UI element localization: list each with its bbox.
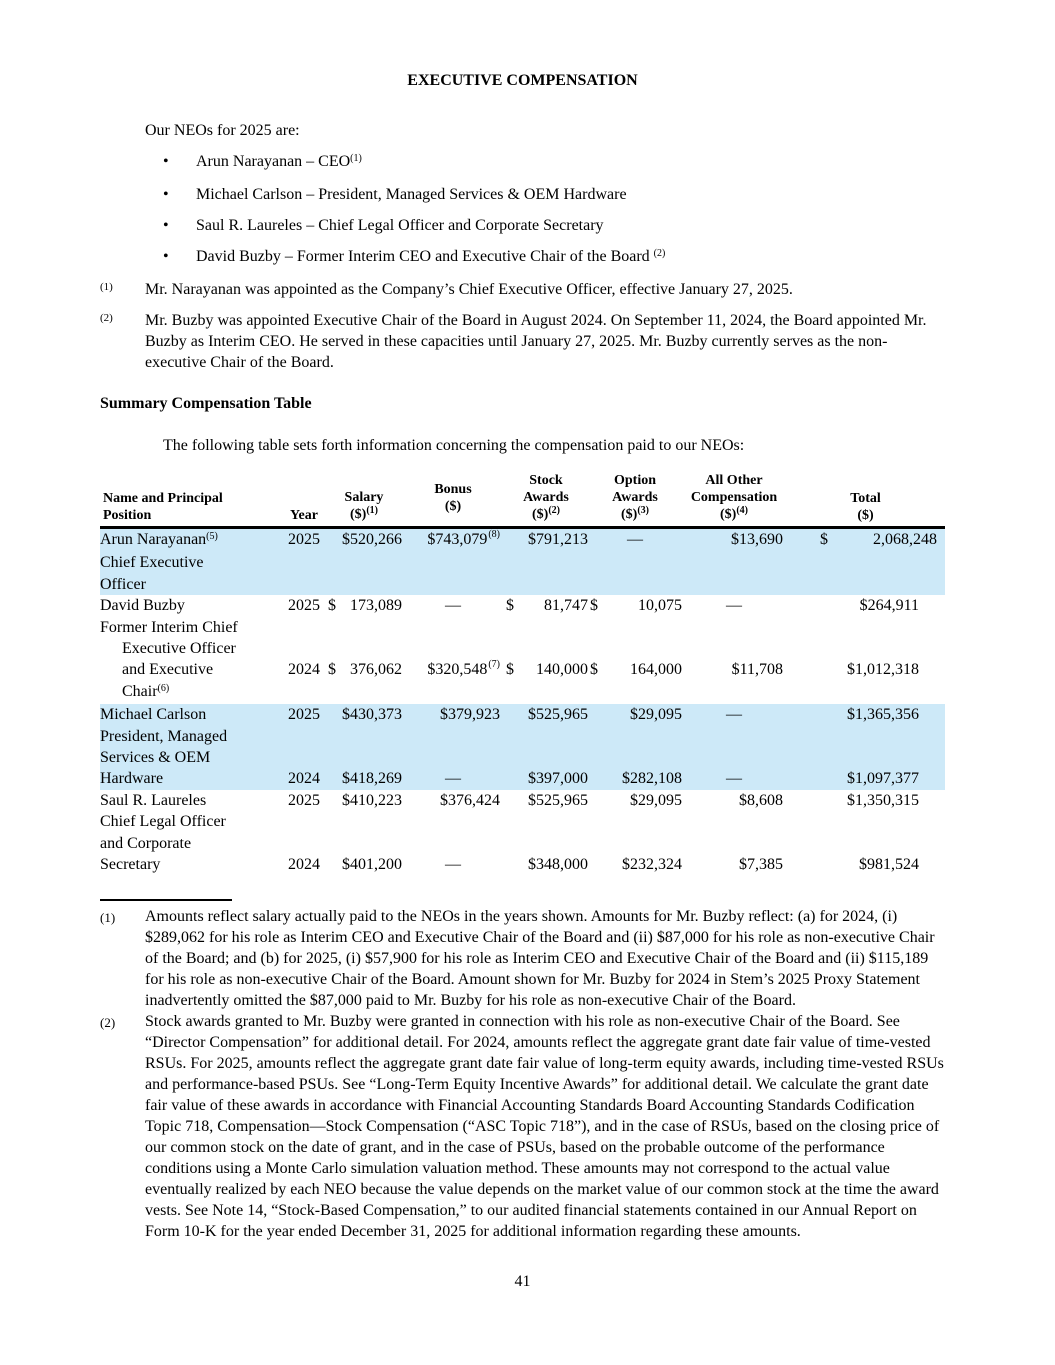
- cell-name: Arun Narayanan$^{(5)}$: [100, 528, 282, 553]
- table-row: [100, 617, 945, 638]
- currency-symbol: $: [590, 597, 598, 615]
- cell-name: Secretary: [100, 856, 161, 874]
- cell-salary: $410,223: [342, 791, 402, 809]
- table-row: [100, 528, 945, 553]
- cell-option: [588, 747, 682, 768]
- cell-option: —: [588, 528, 682, 553]
- cell-year: [282, 552, 326, 573]
- cell-bonus: —: [402, 768, 504, 789]
- cell-other: $13,690: [682, 528, 786, 553]
- cell-salary: $ 173,089: [326, 595, 402, 616]
- footnote-marker: (5): [206, 531, 218, 542]
- cell-salary: $418,269: [326, 768, 402, 789]
- cell-other: [682, 681, 786, 704]
- cell-other: [682, 726, 786, 747]
- cell-year: [282, 833, 326, 854]
- cell-name: and Corporate: [100, 834, 192, 852]
- cell-salary: [326, 726, 402, 747]
- top-footnotes: [100, 279, 945, 373]
- cell-option: [588, 552, 682, 573]
- cell-stock: [504, 747, 588, 768]
- cell-other: [682, 552, 786, 573]
- cell-option: $29,095: [630, 791, 682, 809]
- cell-other: $11,708: [731, 661, 783, 679]
- footnote-label: (1): [100, 281, 113, 293]
- cell-total: $ 2,068,248: [786, 528, 945, 553]
- cell-option: $29,095: [588, 704, 682, 725]
- cell-stock: $397,000: [504, 768, 588, 789]
- header-cell-stock: Stock Awards ($)$^{(2)}$: [504, 472, 588, 528]
- cell-option: [588, 726, 682, 747]
- cell-stock: $ 140,000: [504, 659, 588, 680]
- cell-year: 2024: [282, 768, 326, 789]
- cell-year: 2024: [288, 856, 320, 874]
- currency-symbol: $: [328, 661, 336, 679]
- table-row: [100, 552, 945, 573]
- cell-name: David Buzby: [100, 597, 185, 615]
- header-cell-salary: Salary ($)$^{(1)}$: [326, 472, 402, 528]
- cell-option: $ 10,075: [588, 595, 682, 616]
- cell-name: Chief Executive: [100, 552, 282, 573]
- footnote-marker: (6): [157, 682, 170, 694]
- currency-symbol: $: [506, 661, 514, 679]
- cell-bonus: $379,923: [402, 704, 504, 725]
- header-cell-other: All Other Compensation ($)$^{(4)}$: [682, 472, 786, 528]
- cell-bonus: $320,548 (7): [402, 659, 504, 680]
- footnote-label: (2): [100, 312, 113, 324]
- cell-name: Services & OEM: [100, 747, 282, 768]
- cell-other: [682, 617, 786, 638]
- cell-option: [588, 811, 682, 832]
- cell-salary: [326, 811, 402, 832]
- cell-other: $7,385: [739, 856, 783, 874]
- cell-option: [588, 681, 682, 704]
- bullet-text: Saul R. Laureles – Chief Legal Officer and Corporate Secretary: [196, 217, 604, 234]
- cell-stock: [504, 638, 588, 659]
- cell-total: [786, 811, 945, 832]
- cell-total: $1,097,377: [786, 768, 945, 789]
- cell-total: $1,350,315: [847, 791, 919, 809]
- cell-option: $ 164,000: [588, 659, 682, 680]
- cell-bonus: [402, 747, 504, 768]
- cell-name: Former Interim Chief: [100, 618, 238, 636]
- cell-stock: $348,000: [528, 856, 588, 874]
- cell-bonus: $743,079 (8): [402, 528, 504, 553]
- bullet-item: [163, 246, 945, 269]
- table-row: [100, 768, 945, 789]
- cell-total: [786, 747, 945, 768]
- cell-total: $1,012,318: [847, 661, 919, 679]
- footnote-marker: (1): [366, 505, 378, 516]
- cell-bonus: —: [445, 597, 461, 615]
- section-heading: Summary Compensation Table: [100, 395, 312, 412]
- cell-name: and Executive: [122, 661, 214, 679]
- bullet-item: [163, 184, 945, 205]
- bullet-text: David Buzby – Former Interim CEO and Executive Chair of the Board $^{(2)}$: [196, 248, 666, 265]
- cell-year: [282, 747, 326, 768]
- cell-name: Chair$^{(6)}$: [122, 682, 170, 700]
- cell-year: [282, 617, 326, 638]
- cell-other: [682, 638, 786, 659]
- cell-stock: $525,965: [528, 791, 588, 809]
- cell-stock: [504, 726, 588, 747]
- cell-total: [786, 833, 945, 854]
- footnote-text: Mr. Narayanan was appointed as the Company’s Chief Executive Officer, effective January 27, 2025.: [145, 281, 793, 298]
- footnote-label: (1): [100, 909, 116, 925]
- currency-symbol: $: [506, 597, 514, 615]
- cell-name: Chief Legal Officer: [100, 813, 226, 831]
- cell-year: [282, 811, 326, 832]
- cell-name: Officer: [100, 574, 282, 595]
- table-row: [100, 638, 945, 659]
- currency-symbol: $: [328, 597, 336, 615]
- bottom-footnotes: [100, 906, 945, 1242]
- cell-salary: [326, 681, 402, 704]
- bullet-icon: •: [163, 248, 169, 265]
- cell-bonus: —: [445, 856, 461, 874]
- cell-stock: [504, 811, 588, 832]
- top-footnote: [100, 279, 945, 300]
- cell-other: —: [682, 768, 786, 789]
- footnote-marker: (7): [488, 659, 500, 671]
- cell-name: Michael Carlson: [100, 704, 282, 725]
- cell-bonus: [402, 681, 504, 704]
- footnote-label: (2): [100, 1014, 116, 1030]
- cell-bonus: [402, 617, 504, 638]
- footnote-marker: (8): [488, 529, 500, 540]
- table-row: [100, 747, 945, 768]
- page-title: EXECUTIVE COMPENSATION: [407, 72, 638, 89]
- cell-other: [682, 811, 786, 832]
- cell-stock: [504, 552, 588, 573]
- cell-year: 2025: [288, 597, 320, 615]
- bullet-icon: •: [163, 217, 169, 234]
- cell-option: [588, 574, 682, 595]
- cell-salary: $ 376,062: [326, 659, 402, 680]
- cell-total: [786, 681, 945, 704]
- table-header-row: [100, 472, 945, 528]
- cell-option: [588, 617, 682, 638]
- cell-year: 2025: [282, 704, 326, 725]
- bullet-text: Michael Carlson – President, Managed Services & OEM Hardware: [196, 186, 627, 203]
- cell-salary: [326, 617, 402, 638]
- cell-salary: $401,200: [342, 856, 402, 874]
- bullet-icon: •: [163, 153, 169, 170]
- cell-stock: [504, 574, 588, 595]
- bottom-footnote: [100, 1011, 945, 1242]
- top-footnote: [100, 310, 945, 373]
- cell-year: 2024: [288, 661, 320, 679]
- footnote-text: Amounts reflect salary actually paid to the NEOs in the years shown. Amounts for Mr. Buzby reflect: (a) for 2024, (i) $289,062 for his role as Interim CEO and Executive Chair of the Board and (ii) $87,000 for his role as non-executive Chair of the Board; and (b) for 2025, (i) $57,900 for his role as Interim CEO and Executive Chair of the Board and (ii) $115,189 for his role as non-executive Chair of the Board. Amount shown for Mr. Buzby for 2024 in Stem’s 2025 Proxy Statement inadvertently omitted the $87,000 paid to Mr. Buzby for his role as non-executive Chair of the Board.: [145, 907, 935, 1009]
- cell-bonus: [402, 552, 504, 573]
- cell-name: Hardware: [100, 768, 282, 789]
- footnote-marker: (3): [637, 505, 649, 516]
- cell-other: —: [682, 704, 786, 725]
- table-row: [100, 574, 945, 595]
- footnote-marker: (1): [350, 153, 362, 164]
- cell-option: [588, 833, 682, 854]
- header-cell-year: Year: [282, 472, 326, 528]
- cell-salary: [326, 552, 402, 573]
- footnote-separator-rule: [100, 899, 232, 901]
- cell-salary: $520,266: [326, 528, 402, 553]
- table-row: [100, 790, 945, 811]
- cell-total: $981,524: [859, 856, 919, 874]
- table-row: [100, 854, 945, 875]
- page-number: 41: [514, 1272, 531, 1290]
- footnote-marker: (4): [736, 505, 748, 516]
- footnote-text: Mr. Buzby was appointed Executive Chair of the Board in August 2024. On September 11, 2024, the Board appointed Mr. Buzby as Interim CEO. He served in these capacities until January 27, 2025. Mr. Buzby currently serves as the non-executive Chair of the Board.: [145, 312, 927, 371]
- table-row: [100, 726, 945, 747]
- cell-total: [786, 638, 945, 659]
- cell-bonus: [402, 574, 504, 595]
- cell-name: President, Managed: [100, 726, 282, 747]
- cell-year: [282, 726, 326, 747]
- cell-other: [682, 747, 786, 768]
- cell-total: [786, 574, 945, 595]
- cell-total: [786, 726, 945, 747]
- cell-other: [682, 833, 786, 854]
- cell-option: $282,108: [588, 768, 682, 789]
- cell-stock: [504, 617, 588, 638]
- cell-year: [282, 681, 326, 704]
- cell-other: $8,608: [739, 791, 783, 809]
- cell-total: [786, 552, 945, 573]
- cell-year: [282, 574, 326, 595]
- cell-bonus: [402, 726, 504, 747]
- cell-option: [588, 638, 682, 659]
- table-row: [100, 833, 945, 854]
- header-cell-total: Total ($): [786, 472, 945, 528]
- footnote-marker: (2): [548, 505, 560, 516]
- header-cell-option: Option Awards ($)$^{(3)}$: [588, 472, 682, 528]
- table-row: [100, 595, 945, 616]
- bullet-item: [163, 151, 945, 174]
- table-row: [100, 704, 945, 725]
- cell-total: $264,911: [859, 597, 919, 615]
- cell-year: 2025: [288, 791, 320, 809]
- table-row: [100, 681, 945, 704]
- cell-salary: [326, 833, 402, 854]
- cell-salary: [326, 574, 402, 595]
- cell-stock: [504, 833, 588, 854]
- cell-year: [282, 638, 326, 659]
- intro-text: Our NEOs for 2025 are:: [145, 122, 300, 139]
- cell-other: —: [726, 597, 742, 615]
- cell-name: Saul R. Laureles: [100, 791, 207, 809]
- cell-name: Executive Officer: [122, 640, 236, 658]
- cell-stock: [504, 681, 588, 704]
- cell-other: [682, 574, 786, 595]
- footnote-text: Stock awards granted to Mr. Buzby were granted in connection with his role as non-executive Chair of the Board. See “Director Compensation” for additional detail. For 2024, amounts reflect the aggregate grant date fair value of time-vested RSUs. For 2025, amounts reflect the aggregate grant date fair value of long-term equity awards, including time-vested RSUs and performance-based PSUs. See “Long-Term Equity Incentive Awards” for additional detail. We calculate the grant date fair value of these awards in accordance with Financial Accounting Standards Board Accounting Standards Codification Topic 718, Compensation—Stock Compensation (“ASC Topic 718”), and in the case of RSUs, based on the closing price of our common stock on the date of grant, and in the case of PSUs, based on the probable outcome of the performance conditions using a Monte Carlo simulation valuation method. These amounts may not correspond to the actual value eventually realized by each NEO because the value depends on the market value of our common stock at the time the award vests. See Note 14, “Stock-Based Compensation,” to our audited financial statements contained in our Annual Report on Form 10-K for the year ended December 31, 2025 for additional information regarding these amounts.: [145, 1012, 944, 1240]
- bullet-item: [163, 215, 945, 236]
- header-cell-name: Name and Principal Position: [100, 472, 282, 528]
- bullet-icon: •: [163, 186, 169, 203]
- cell-stock: $791,213: [504, 528, 588, 553]
- table-row: [100, 659, 945, 680]
- cell-stock: $ 81,747: [504, 595, 588, 616]
- cell-bonus: [402, 811, 504, 832]
- currency-symbol: $: [820, 531, 828, 548]
- footnote-marker: (2): [653, 248, 666, 259]
- neo-bullet-list: [100, 151, 945, 269]
- table-row: [100, 811, 945, 832]
- cell-bonus: $376,424: [440, 791, 500, 809]
- bottom-footnote: [100, 906, 945, 1011]
- cell-salary: $430,373: [326, 704, 402, 725]
- currency-symbol: $: [590, 661, 598, 679]
- cell-option: $232,324: [622, 856, 682, 874]
- summary-compensation-table: [100, 472, 945, 876]
- bullet-text: Arun Narayanan – CEO$^{(1)}$: [196, 153, 362, 170]
- header-cell-bonus: Bonus ($): [402, 472, 504, 528]
- cell-total: [786, 617, 945, 638]
- cell-salary: [326, 747, 402, 768]
- table-intro: The following table sets forth information concerning the compensation paid to our NEOs:: [163, 437, 745, 454]
- cell-year: 2025: [282, 528, 326, 553]
- cell-bonus: [402, 833, 504, 854]
- cell-salary: [326, 638, 402, 659]
- cell-total: $1,365,356: [786, 704, 945, 725]
- cell-stock: $525,965: [504, 704, 588, 725]
